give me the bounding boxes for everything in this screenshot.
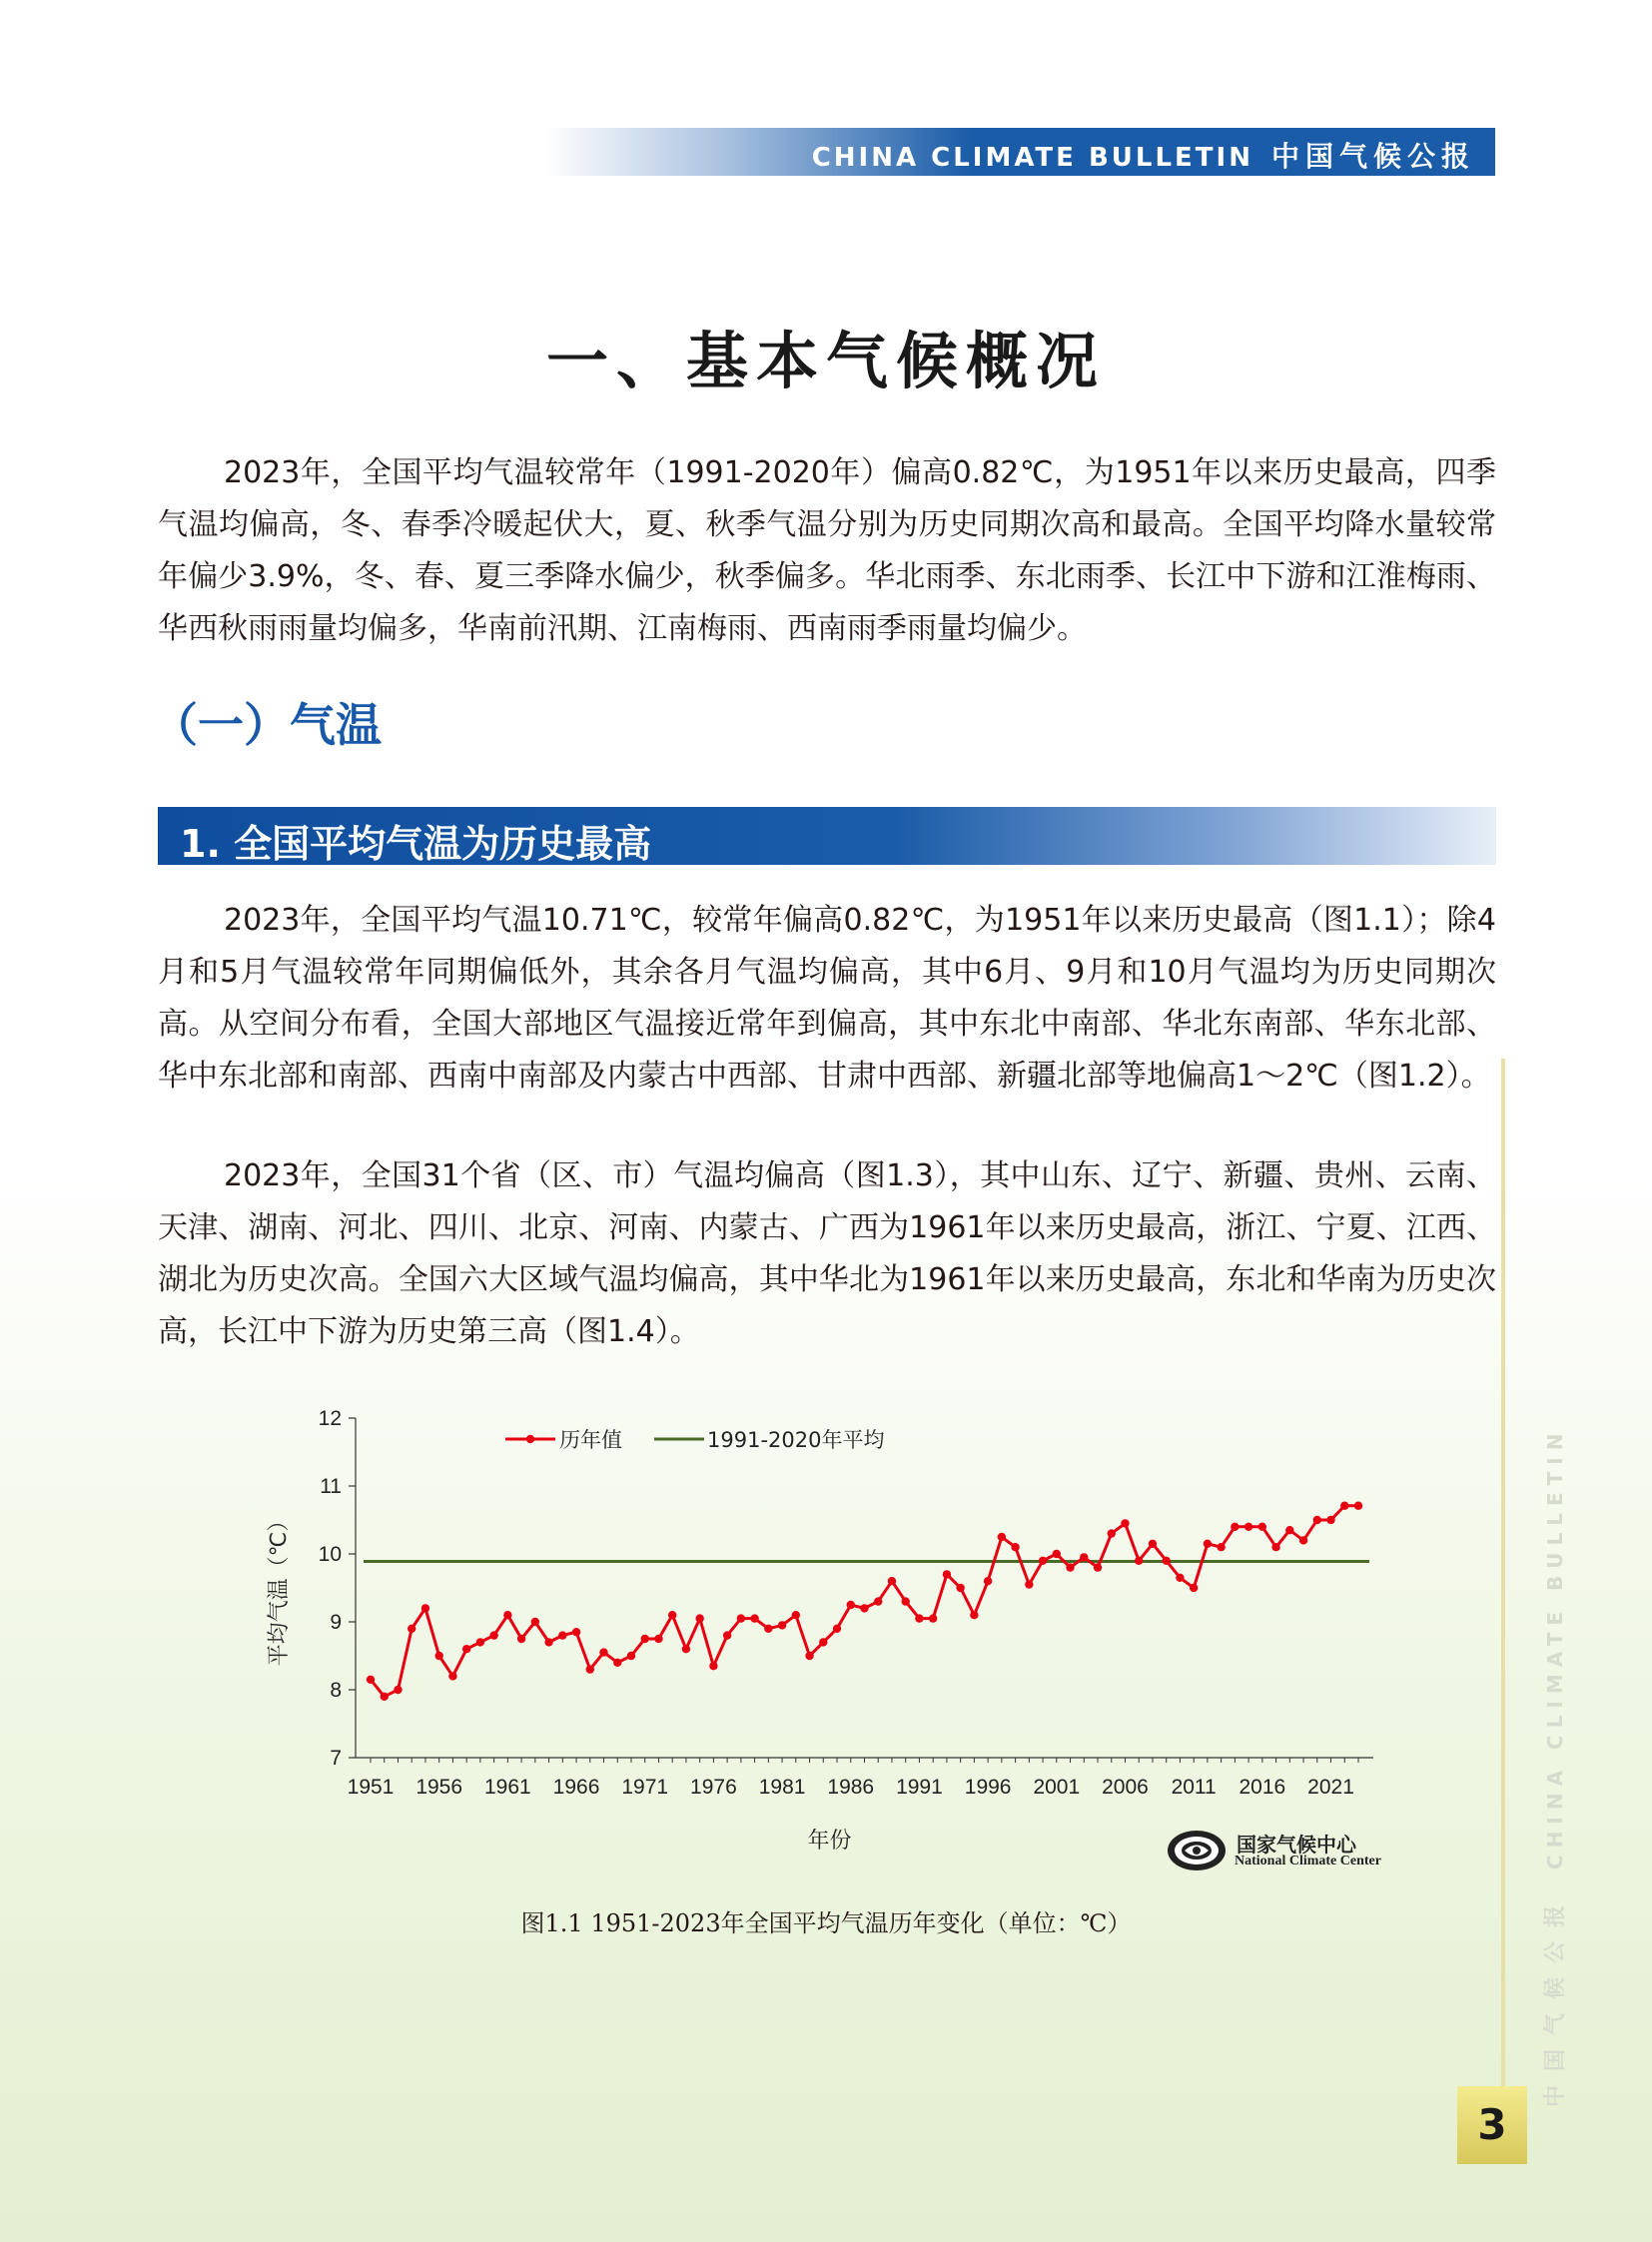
annual-data-point — [723, 1631, 731, 1639]
x-tick-label: 2016 — [1239, 1776, 1286, 1799]
y-tick-label: 11 — [320, 1475, 342, 1498]
subsection-banner — [158, 807, 1496, 865]
annual-data-point — [805, 1652, 813, 1660]
annual-data-point — [819, 1638, 827, 1646]
annual-data-point — [833, 1625, 841, 1633]
annual-data-point — [860, 1604, 868, 1612]
annual-series-line — [371, 1506, 1358, 1697]
figure-caption: 图1.1 1951-2023年全国平均气温历年变化（单位：℃） — [520, 1909, 1132, 1937]
annual-data-point — [1271, 1543, 1279, 1551]
x-tick-label: 2011 — [1171, 1776, 1217, 1799]
y-axis-title: 平均气温（℃） — [267, 1509, 292, 1667]
annual-data-point — [517, 1635, 525, 1643]
annual-data-point — [902, 1597, 910, 1605]
annual-data-point — [489, 1631, 497, 1639]
annual-data-point — [984, 1577, 992, 1585]
x-tick-label: 1976 — [690, 1776, 737, 1799]
x-tick-label: 2006 — [1102, 1776, 1149, 1799]
legend-label-average: 1991-2020年平均 — [707, 1428, 885, 1452]
annual-data-point — [462, 1645, 470, 1653]
annual-data-point — [531, 1618, 539, 1626]
annual-data-point — [641, 1635, 649, 1643]
annual-data-point — [1094, 1563, 1102, 1571]
annual-data-point — [792, 1611, 800, 1619]
annual-data-point — [668, 1611, 676, 1619]
annual-data-point — [1217, 1543, 1225, 1551]
annual-data-point — [1066, 1563, 1074, 1571]
annual-data-point — [586, 1665, 594, 1673]
annual-data-point — [1190, 1584, 1198, 1592]
annual-data-point — [956, 1584, 964, 1592]
x-axis-title: 年份 — [807, 1829, 852, 1854]
annual-data-point — [394, 1686, 402, 1694]
header-title — [812, 135, 1475, 175]
annual-data-point — [1354, 1502, 1362, 1510]
ncc-logo-cn: 国家气候中心 — [1237, 1833, 1356, 1857]
x-tick-label: 1966 — [552, 1776, 600, 1799]
annual-data-point — [1285, 1526, 1293, 1534]
annual-data-point — [408, 1625, 415, 1633]
y-tick-label: 10 — [318, 1543, 342, 1566]
annual-data-point — [778, 1621, 786, 1629]
subsection-heading: 1. 全国平均气温为历史最高 — [180, 822, 652, 866]
annual-data-point — [599, 1648, 607, 1656]
annual-data-point — [1053, 1550, 1061, 1558]
annual-data-point — [421, 1604, 429, 1612]
annual-data-point — [970, 1611, 978, 1619]
annual-data-point — [1204, 1540, 1212, 1548]
annual-data-point — [709, 1662, 717, 1670]
header-title-en: CHINA CLIMATE BULLETIN — [811, 143, 1253, 173]
annual-data-point — [613, 1659, 621, 1667]
annual-data-point — [1025, 1580, 1033, 1588]
annual-data-point — [1121, 1519, 1129, 1527]
body-paragraph-1: 2023年，全国平均气温10.71℃，较常年偏高0.82℃，为1951年以来历史最高（图1.1）；除4月和5月气温较常年同期偏低外，其余各月气温均偏高，其中6月、9月和10月气温均为历史同期次高。从空间分布看，全国大部地区气温接近常年到偏高，其中东北中南部、华北东南部、华东北部、华中东北部和南部、西南中南部及内蒙古中西部、甘肃中西部、新疆北部等地偏高1～2℃（图1.2）。 — [158, 903, 1496, 1094]
annual-data-point — [682, 1645, 690, 1653]
annual-data-point — [367, 1676, 375, 1684]
annual-data-point — [381, 1693, 389, 1701]
side-title-cn: 中国气候公报 — [1543, 1890, 1568, 2107]
annual-data-point — [1135, 1557, 1143, 1565]
side-decoration-strip — [1501, 1059, 1505, 2109]
annual-data-point — [476, 1638, 484, 1646]
x-tick-label: 1981 — [758, 1776, 806, 1799]
ncc-logo-en: National Climate Center — [1235, 1854, 1381, 1868]
annual-data-point — [1326, 1516, 1334, 1524]
annual-data-point — [503, 1611, 511, 1619]
y-tick-label: 9 — [330, 1611, 342, 1634]
section-heading: （一）气温 — [152, 698, 382, 752]
annual-data-point — [448, 1672, 456, 1680]
annual-data-point — [1176, 1574, 1184, 1582]
annual-data-point — [1039, 1557, 1047, 1565]
annual-data-point — [1244, 1523, 1252, 1531]
legend-label-annual: 历年值 — [559, 1428, 622, 1452]
annual-data-point — [1149, 1540, 1157, 1548]
side-vertical-title — [1538, 1427, 1569, 2107]
header-banner — [544, 128, 1495, 176]
x-tick-label: 1961 — [484, 1776, 531, 1799]
annual-data-point — [1299, 1536, 1307, 1544]
annual-data-point — [627, 1652, 635, 1660]
header-title-cn: 中国气候公报 — [1270, 140, 1475, 173]
intro-paragraph: 2023年，全国平均气温较常年（1991-2020年）偏高0.82℃，为1951年以来历史最高，四季气温均偏高，冬、春季冷暖起伏大，夏、秋季气温分别为历史同期次高和最高。全国平均降水量较常年偏少3.9%，冬、春、夏三季降水偏少，秋季偏多。华北雨季、东北雨季、长江中下游和江淮梅雨、华西秋雨雨量均偏多，华南前汛期、江南梅雨、西南雨季雨量均偏少。 — [158, 455, 1496, 646]
annual-data-point — [558, 1631, 566, 1639]
annual-data-point — [434, 1652, 442, 1660]
annual-data-point — [929, 1614, 937, 1622]
annual-data-point — [847, 1601, 855, 1609]
annual-data-point — [1011, 1543, 1019, 1551]
annual-data-point — [764, 1625, 772, 1633]
x-tick-label: 2001 — [1033, 1776, 1081, 1799]
annual-data-point — [1231, 1523, 1239, 1531]
annual-data-point — [874, 1597, 882, 1605]
annual-data-point — [572, 1628, 580, 1636]
legend-marker-annual — [526, 1435, 534, 1443]
annual-data-point — [1080, 1553, 1088, 1561]
x-tick-label: 1991 — [896, 1776, 943, 1799]
annual-data-point — [943, 1570, 951, 1578]
y-tick-label: 7 — [330, 1747, 342, 1770]
page-number: 3 — [1457, 2086, 1527, 2164]
y-tick-label: 12 — [318, 1407, 342, 1430]
annual-data-point — [1313, 1516, 1321, 1524]
y-tick-label: 8 — [330, 1679, 342, 1702]
annual-data-point — [695, 1614, 703, 1622]
annual-data-point — [654, 1635, 662, 1643]
annual-data-point — [888, 1577, 896, 1585]
annual-data-point — [1162, 1557, 1170, 1565]
ncc-logo-icon — [1165, 1828, 1229, 1873]
side-title-en: CHINA CLIMATE BULLETIN — [1543, 1426, 1567, 1869]
x-tick-label: 1951 — [347, 1776, 395, 1799]
x-tick-label: 1986 — [827, 1776, 875, 1799]
annual-data-point — [737, 1614, 745, 1622]
x-tick-label: 1971 — [621, 1776, 669, 1799]
annual-data-point — [998, 1533, 1006, 1541]
annual-data-point — [1340, 1502, 1348, 1510]
x-tick-label: 1996 — [964, 1776, 1012, 1799]
annual-data-point — [544, 1638, 552, 1646]
temperature-line-chart — [260, 1388, 1418, 1868]
x-tick-label: 2021 — [1307, 1776, 1354, 1799]
x-tick-label: 1956 — [415, 1776, 463, 1799]
annual-data-point — [1108, 1529, 1116, 1537]
body-paragraph-2: 2023年，全国31个省（区、市）气温均偏高（图1.3），其中山东、辽宁、新疆、贵州、云南、天津、湖南、河北、四川、北京、河南、内蒙古、广西为1961年以来历史最高，浙江、宁夏、江西、湖北为历史次高。全国六大区域气温均偏高，其中华北为1961年以来历史最高，东北和华南为历史次高，长江中下游为历史第三高（图1.4）。 — [158, 1158, 1496, 1349]
annual-data-point — [1258, 1523, 1266, 1531]
annual-data-point — [750, 1614, 758, 1622]
annual-data-point — [915, 1614, 923, 1622]
chapter-title: 一、基本气候概况 — [545, 325, 1106, 397]
